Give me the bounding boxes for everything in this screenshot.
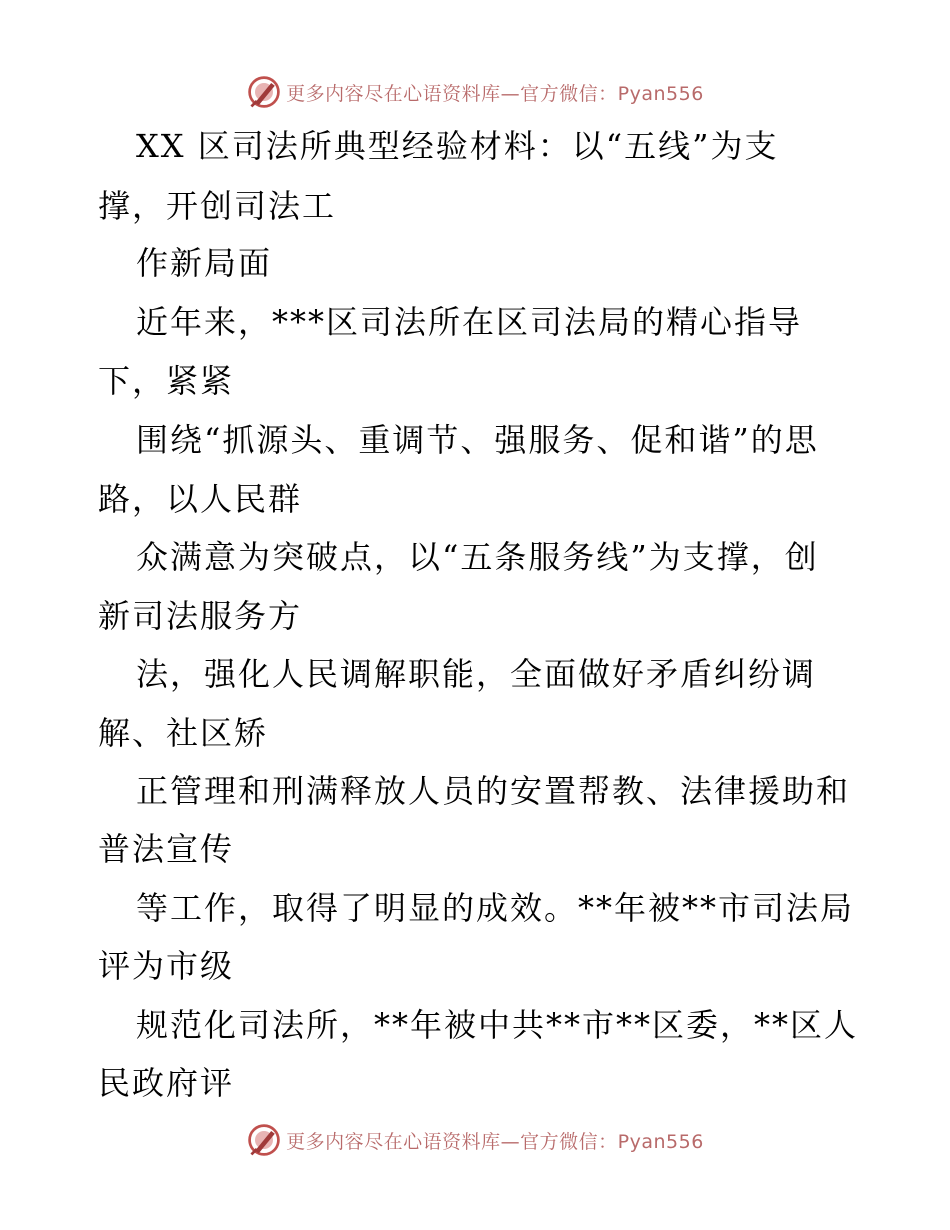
- paragraph-line: 解、社区矫: [98, 714, 269, 752]
- footer-watermark: [0, 1120, 950, 1160]
- pen-seal-icon: [246, 1122, 282, 1158]
- paragraph-line: 民政府评: [98, 1064, 235, 1102]
- paragraph-line: 下，紧紧: [98, 362, 235, 400]
- title-line-2: 撑，开创司法工: [98, 187, 337, 225]
- paragraph-line: 普法宣传: [98, 830, 235, 868]
- paragraph-line: 路，以人民群: [98, 480, 303, 518]
- paragraph-line: 等工作，取得了明显的成效。**年被**市司法局: [136, 889, 855, 927]
- paragraph-line: 法，强化人民调解职能，全面做好矛盾纠纷调: [136, 655, 817, 693]
- paragraph-line: 近年来，***区司法所在区司法局的精心指导: [136, 303, 803, 341]
- paragraph-line: 新司法服务方: [98, 597, 303, 635]
- paragraph-line: 众满意为突破点，以“五条服务线”为支撑，创: [136, 538, 819, 576]
- paragraph-line: 围绕“抓源头、重调节、强服务、促和谐”的思: [136, 421, 819, 459]
- paragraph-line: 评为市级: [98, 947, 235, 985]
- paragraph-line: 规范化司法所，**年被中共**市**区委，**区人: [136, 1006, 859, 1044]
- watermark-text: 更多内容尽在心语资料库—官方微信：Pyan556: [286, 82, 704, 105]
- title-line-3: 作新局面: [136, 244, 273, 282]
- paragraph-line: 正管理和刑满释放人员的安置帮教、法律援助和: [136, 772, 851, 810]
- title-line-1: XX 区司法所典型经验材料：以“五线”为支: [136, 127, 779, 165]
- watermark-text: 更多内容尽在心语资料库—官方微信：Pyan556: [286, 1130, 704, 1153]
